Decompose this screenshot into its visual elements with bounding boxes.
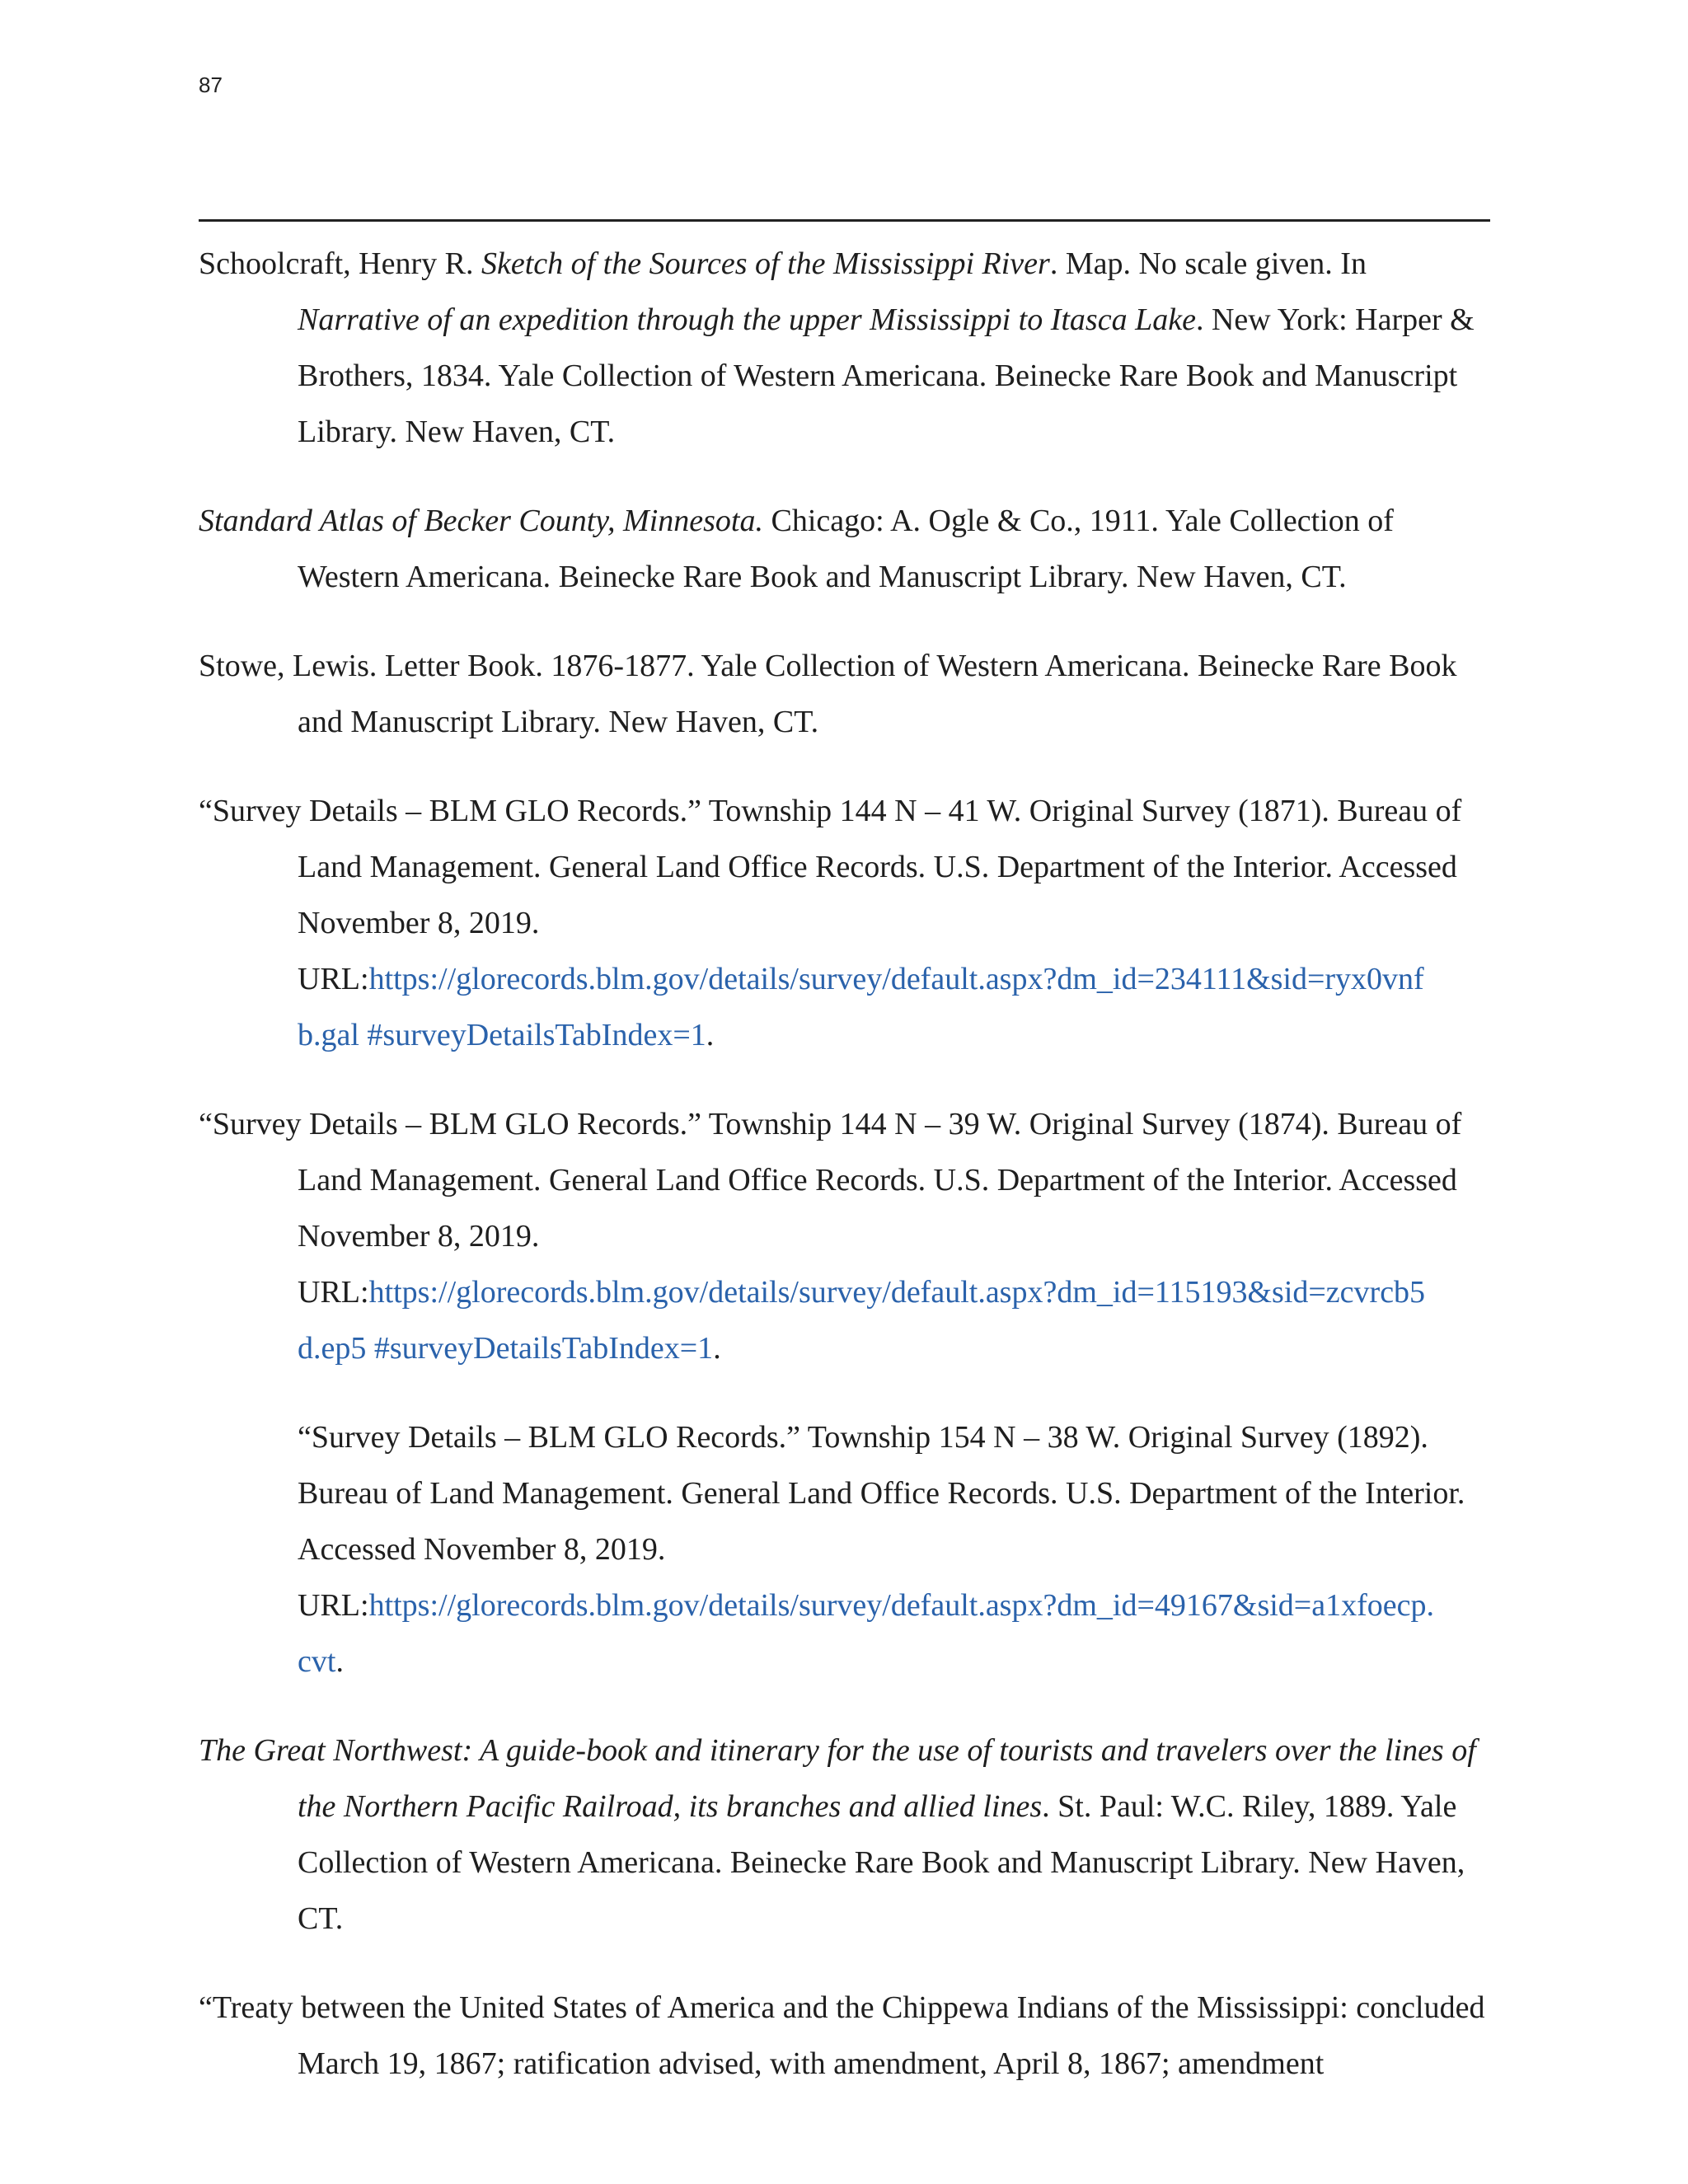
entry-text: “Survey Details – BLM GLO Records.” Township 144 N – 41 W. Original Survey (1871). Bureau of Land Management. General Land Office Records. U.S. Department of the Interior. Accessed November 8, 2019. (199, 794, 1462, 940)
url-label: URL: (298, 1275, 369, 1310)
bibliography-entry-standard-atlas (199, 493, 1490, 605)
bibliography-entry-survey-1892 (199, 1409, 1490, 1690)
entry-url-line (298, 1007, 1490, 1063)
entry-text: . St. Paul: W.C. Riley, 1889. Yale Collection of Western Americana. Beinecke Rare Book and Manuscript Library. New Haven, CT. (298, 1789, 1465, 1936)
survey-url-link-continued[interactable]: b.gal #surveyDetailsTabIndex=1 (298, 1018, 706, 1052)
url-label: URL: (298, 962, 369, 996)
url-label: URL: (298, 1588, 369, 1623)
survey-url-link-continued[interactable]: d.ep5 #surveyDetailsTabIndex=1 (298, 1331, 714, 1366)
bibliography-list (199, 236, 1490, 2125)
entry-text: “Survey Details – BLM GLO Records.” Township 144 N – 39 W. Original Survey (1874). Bureau of Land Management. General Land Office Records. U.S. Department of the Interior. Accessed November 8, 2019. (199, 1107, 1462, 1254)
bibliography-entry-great-northwest (199, 1722, 1490, 1947)
url-end: . (706, 1018, 715, 1052)
bibliography-entry-survey-1874 (199, 1096, 1490, 1376)
entry-title: Standard Atlas of Becker County, Minnesota. (199, 504, 763, 538)
entry-text: Chicago: A. Ogle & Co., 1911. Yale Collection of Western Americana. Beinecke Rare Book and Manuscript Library. New Haven, CT. (298, 504, 1394, 594)
url-end: . (335, 1644, 344, 1679)
survey-url-link[interactable]: https://glorecords.blm.gov/details/survey/default.aspx?dm_id=115193&sid=zcvrcb5 (368, 1275, 1426, 1310)
entry-url-line (298, 951, 1490, 1007)
entry-title: Sketch of the Sources of the Mississippi River (481, 246, 1050, 281)
entry-url-line (298, 1577, 1490, 1633)
survey-url-link[interactable]: https://glorecords.blm.gov/details/survey/default.aspx?dm_id=49167&sid=a1xfoecp. (368, 1588, 1434, 1623)
page-number: 87 (199, 73, 223, 97)
entry-url-line (298, 1264, 1490, 1320)
bibliography-entry-schoolcraft (199, 236, 1490, 460)
entry-text: Schoolcraft, Henry R. (199, 246, 481, 281)
entry-url-line (298, 1633, 1490, 1690)
entry-title: The Great Northwest: A guide-book and itinerary for the use of tourists and travelers over the lines of the Northern Pacific Railroad, its branches and allied lines (199, 1733, 1476, 1824)
survey-url-link[interactable]: https://glorecords.blm.gov/details/survey/default.aspx?dm_id=234111&sid=ryx0vnf (368, 962, 1424, 996)
entry-text: “Treaty between the United States of America and the Chippewa Indians of the Mississippi: concluded March 19, 1867; ratification advised, with amendment, April 8, 1867; amendment (199, 1990, 1485, 2081)
bibliography-entry-survey-1871 (199, 783, 1490, 1063)
bibliography-entry-stowe (199, 638, 1490, 750)
bibliography-entry-treaty (199, 1980, 1490, 2092)
entry-text: Stowe, Lewis. Letter Book. 1876-1877. Yale Collection of Western Americana. Beinecke Rare Book and Manuscript Library. New Haven, CT. (199, 649, 1457, 739)
entry-text: . New York: Harper & Brothers, 1834. Yale Collection of Western Americana. Beinecke Rare Book and Manuscript Library. New Haven, CT. (298, 302, 1475, 449)
entry-source-title: Narrative of an expedition through the upper Mississippi to Itasca Lake (298, 302, 1196, 337)
footnote-divider (199, 219, 1490, 222)
url-end: . (713, 1331, 721, 1366)
entry-text: . Map. No scale given. In (1049, 246, 1367, 281)
entry-text: “Survey Details – BLM GLO Records.” Township 154 N – 38 W. Original Survey (1892). Bureau of Land Management. General Land Office Records. U.S. Department of the Interior. Accessed November 8, 2019. (298, 1420, 1465, 1567)
entry-url-line (298, 1320, 1490, 1376)
survey-url-link-continued[interactable]: cvt (298, 1644, 336, 1679)
